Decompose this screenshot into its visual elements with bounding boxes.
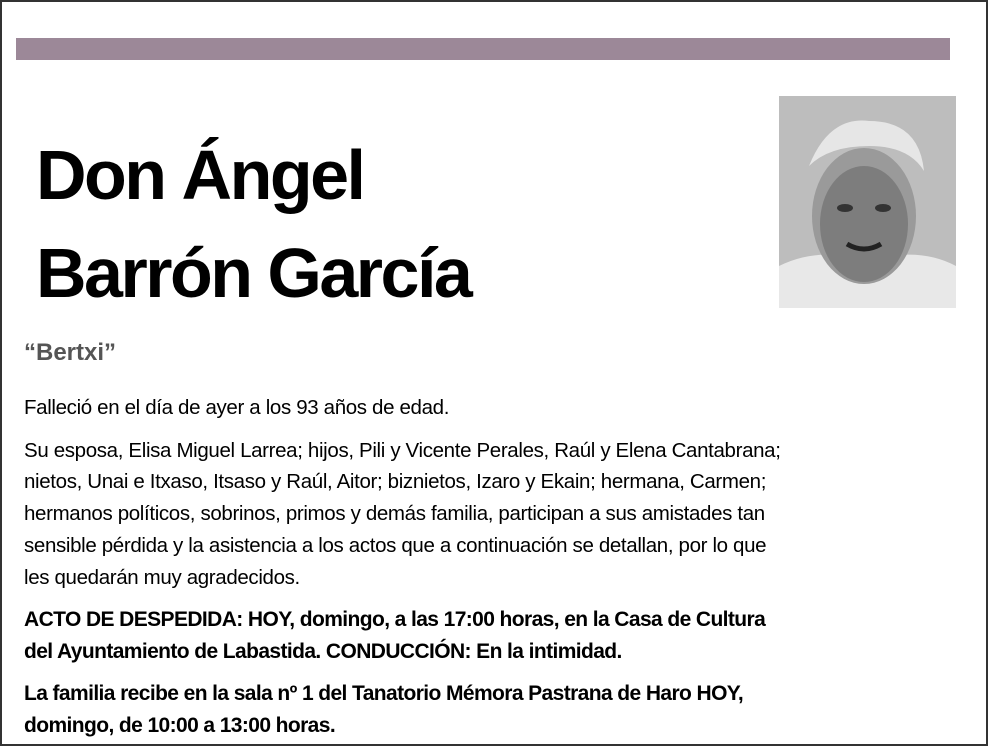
header-bar [16,38,950,60]
ceremony-line: ACTO DE DESPEDIDA: HOY, domingo, a las 17:00 horas, en la Casa de Cultura [24,608,766,631]
ceremony-line: del Ayuntamiento de Labastida. CONDUCCIÓN: En la intimidad. [24,640,622,663]
family-line: les quedarán muy agradecidos. [24,566,300,589]
wake-line: domingo, de 10:00 a 13:00 horas. [24,714,336,737]
family-line: hermanos políticos, sobrinos, primos y demás familia, participan a sus amistades tan [24,502,765,525]
family-line: nietos, Unai e Itxaso, Itsaso y Raúl, Aitor; biznietos, Izaro y Ekain; hermana, Carmen; [24,470,767,493]
death-notice: Falleció en el día de ayer a los 93 años de edad. [24,396,450,419]
deceased-photo [779,96,956,308]
deceased-name-line-2: Barrón García [36,234,471,312]
wake-line: La familia recibe en la sala nº 1 del Tanatorio Mémora Pastrana de Haro HOY, [24,682,744,705]
deceased-name-line-1: Don Ángel [36,136,364,214]
family-line: Su esposa, Elisa Miguel Larrea; hijos, Pili y Vicente Perales, Raúl y Elena Cantabrana; [24,439,781,462]
family-line: sensible pérdida y la asistencia a los actos que a continuación se detallan, por lo que [24,534,767,557]
nickname: “Bertxi” [24,339,117,366]
